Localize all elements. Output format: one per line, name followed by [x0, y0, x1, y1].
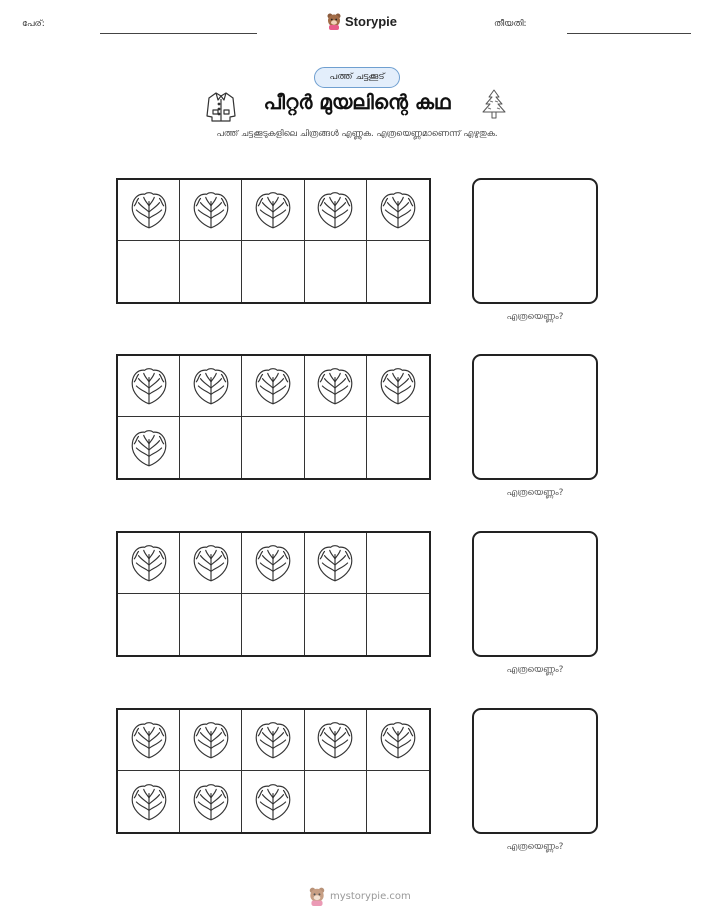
lettuce-icon: [377, 189, 419, 231]
ten-frame-cell: [242, 356, 304, 417]
lettuce-icon: [190, 781, 232, 823]
ten-frame-cell: [367, 356, 429, 417]
ten-frame-cell: [118, 180, 180, 241]
ten-frame-cell: [180, 594, 242, 655]
answer-prompt: എത്രയെണ്ണം?: [506, 312, 564, 322]
lettuce-icon: [128, 542, 170, 584]
ten-frame-cell: [180, 356, 242, 417]
lettuce-icon: [252, 542, 294, 584]
lettuce-icon: [190, 365, 232, 407]
ten-frame-cell: [242, 180, 304, 241]
lettuce-icon: [128, 365, 170, 407]
ten-frame-cell: [305, 417, 367, 478]
ten-frame-cell: [305, 594, 367, 655]
ten-frame-cell: [305, 771, 367, 832]
answer-box[interactable]: [472, 354, 598, 480]
ten-frame-cell: [118, 417, 180, 478]
name-field[interactable]: [100, 33, 257, 34]
lettuce-icon: [314, 365, 356, 407]
instructions: പത്ത് ചട്ടക്കൂടുകളിലെ ചിത്രങ്ങൾ എണ്ണുക. എത്രയെണ്ണമാണെന്ന് എഴുതുക.: [216, 129, 498, 139]
lettuce-icon: [314, 542, 356, 584]
answer-box[interactable]: [472, 178, 598, 304]
ten-frame-cell: [180, 771, 242, 832]
ten-frame-cell: [367, 417, 429, 478]
lettuce-icon: [252, 365, 294, 407]
worksheet-title: പീറ്റർ മുയലിന്റെ കഥ: [263, 90, 451, 114]
ten-frame-cell: [305, 180, 367, 241]
lettuce-icon: [314, 189, 356, 231]
pine-tree-icon: [478, 88, 510, 122]
ten-frame-cell: [118, 241, 180, 302]
ten-frame-cell: [305, 241, 367, 302]
footer-url: mystorypie.com: [330, 890, 411, 902]
lettuce-icon: [377, 365, 419, 407]
ten-frame: [116, 354, 431, 480]
brand-name: Storypie: [345, 13, 398, 29]
date-label: തീയതി:: [494, 19, 527, 29]
answer-box[interactable]: [472, 708, 598, 834]
answer-prompt: എത്രയെണ്ണം?: [506, 665, 564, 675]
ten-frame-cell: [367, 710, 429, 771]
ten-frame-cell: [180, 533, 242, 594]
bear-icon: [326, 12, 342, 30]
bear-icon: [308, 886, 326, 906]
ten-frame: [116, 178, 431, 304]
ten-frame-cell: [305, 356, 367, 417]
ten-frame-cell: [242, 771, 304, 832]
lettuce-icon: [190, 719, 232, 761]
answer-box[interactable]: [472, 531, 598, 657]
ten-frame-cell: [180, 710, 242, 771]
ten-frame-cell: [242, 710, 304, 771]
topic-tag: പത്ത് ചട്ടക്കൂട്: [314, 67, 400, 88]
ten-frame-cell: [305, 533, 367, 594]
lettuce-icon: [252, 719, 294, 761]
ten-frame-cell: [118, 594, 180, 655]
ten-frame: [116, 531, 431, 657]
ten-frame-cell: [118, 356, 180, 417]
ten-frame-cell: [180, 180, 242, 241]
lettuce-icon: [252, 781, 294, 823]
ten-frame-cell: [367, 594, 429, 655]
date-field[interactable]: [567, 33, 691, 34]
answer-prompt: എത്രയെണ്ണം?: [506, 842, 564, 852]
lettuce-icon: [377, 719, 419, 761]
lettuce-icon: [314, 719, 356, 761]
ten-frame-cell: [242, 417, 304, 478]
lettuce-icon: [190, 189, 232, 231]
ten-frame-cell: [367, 533, 429, 594]
lettuce-icon: [252, 189, 294, 231]
lettuce-icon: [128, 719, 170, 761]
ten-frame-cell: [118, 771, 180, 832]
lettuce-icon: [128, 189, 170, 231]
ten-frame-cell: [118, 533, 180, 594]
ten-frame-cell: [242, 594, 304, 655]
lettuce-icon: [128, 427, 170, 469]
name-label: പേര്:: [22, 19, 45, 29]
lettuce-icon: [190, 542, 232, 584]
answer-prompt: എത്രയെണ്ണം?: [506, 488, 564, 498]
ten-frame-cell: [180, 417, 242, 478]
ten-frame-cell: [242, 533, 304, 594]
ten-frame-cell: [180, 241, 242, 302]
ten-frame-cell: [367, 180, 429, 241]
ten-frame-cell: [305, 710, 367, 771]
ten-frame-cell: [367, 241, 429, 302]
ten-frame-cell: [242, 241, 304, 302]
ten-frame: [116, 708, 431, 834]
ten-frame-cell: [118, 710, 180, 771]
footer: [308, 886, 411, 906]
lettuce-icon: [128, 781, 170, 823]
brand-logo: [326, 12, 397, 30]
ten-frame-cell: [367, 771, 429, 832]
